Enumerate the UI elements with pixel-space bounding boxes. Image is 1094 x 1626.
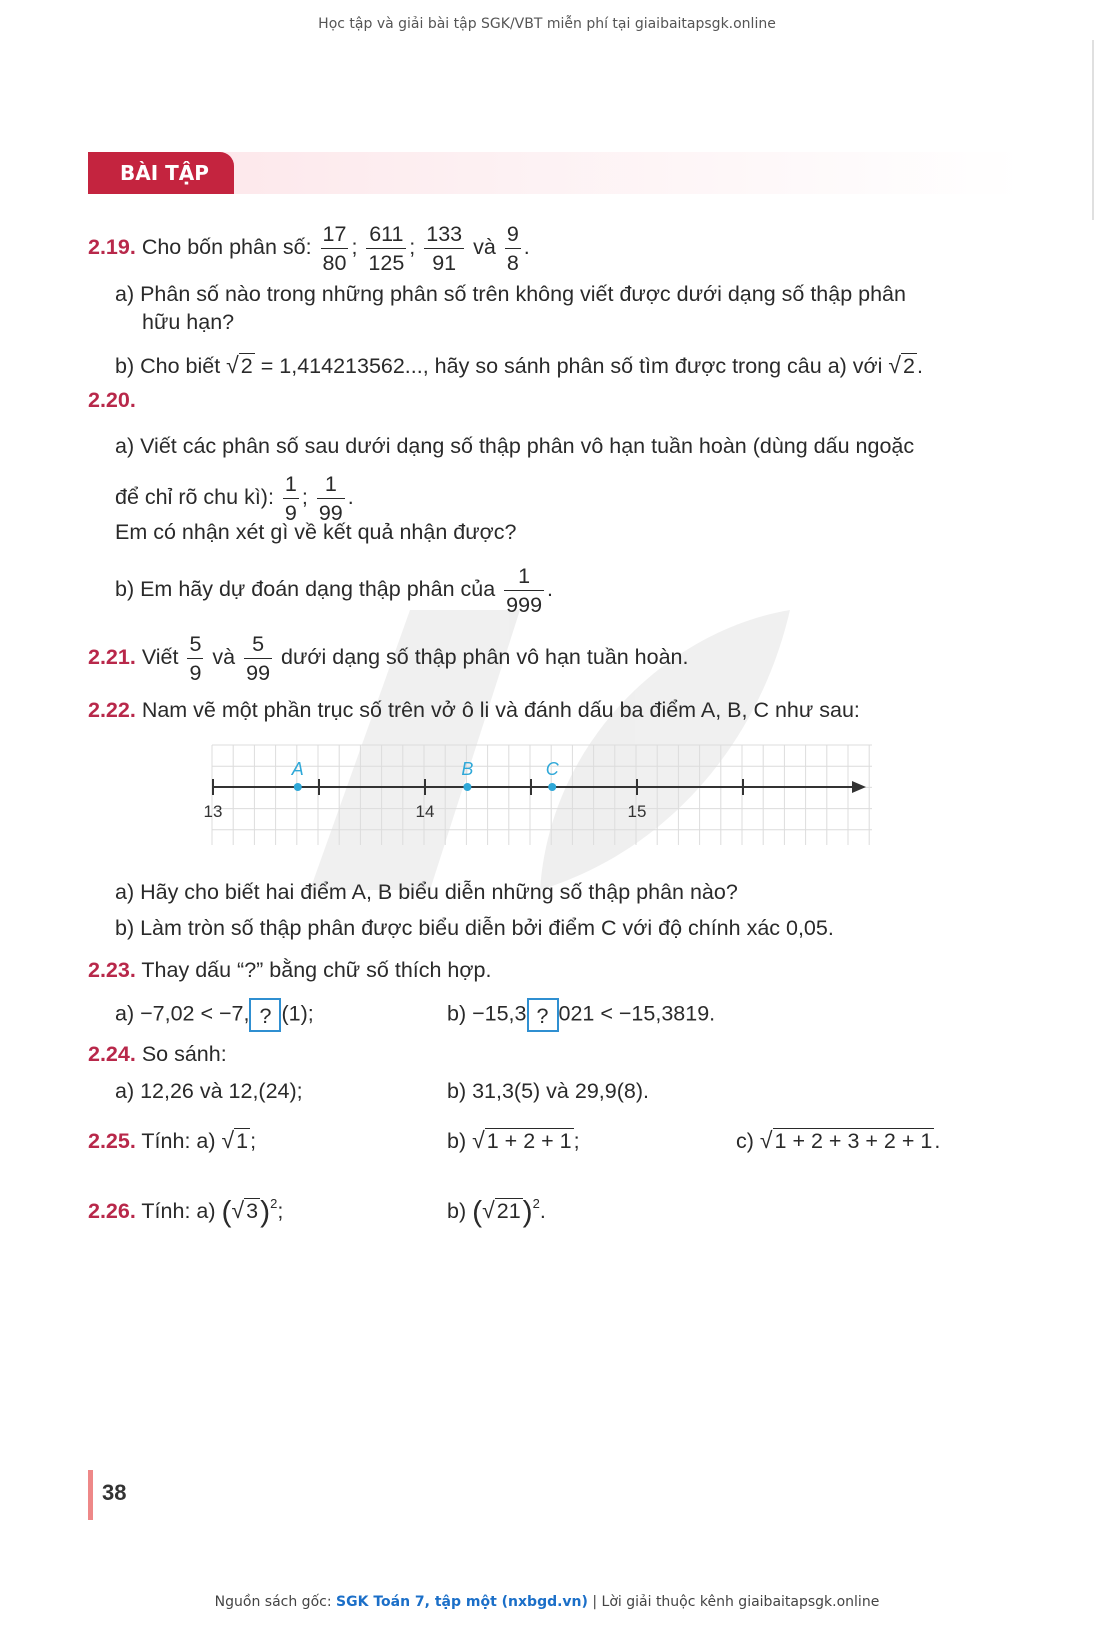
exercise-2-25-c: c) √1 + 2 + 3 + 2 + 1. xyxy=(736,1127,941,1153)
exponent: 2 xyxy=(532,1196,540,1211)
point-label: B xyxy=(461,759,474,779)
fraction xyxy=(187,630,203,687)
text: Tính: a) xyxy=(141,1129,216,1153)
top-banner: Học tập và giải bài tập SGK/VBT miễn phí tại giaibaitapsgk.online xyxy=(318,16,776,32)
point-c xyxy=(548,783,556,791)
point-label: A xyxy=(291,759,304,779)
denominator: 91 xyxy=(432,251,457,275)
exercise-2-22-line xyxy=(88,696,860,724)
square-root: √21 xyxy=(482,1197,521,1223)
axis-arrow xyxy=(852,781,866,793)
source-label: Nguồn sách gốc: xyxy=(214,1594,332,1610)
denominator: 99 xyxy=(246,661,271,685)
number-line-diagram xyxy=(203,745,882,875)
text: 021 < −15,3819. xyxy=(558,1001,716,1026)
numerator: 17 xyxy=(321,220,349,249)
exercise-2-20-a-line1: a) Viết các phân số sau dưới dạng số thập phân vô hạn tuần hoàn (dùng dấu ngoặc xyxy=(115,434,915,458)
text: So sánh: xyxy=(141,1042,227,1066)
radicand: 2 xyxy=(240,354,253,378)
exercise-2-22-b-line: b) Làm tròn số thập phân được biểu diễn bởi điểm C với độ chính xác 0,05. xyxy=(115,916,834,940)
exponent: 2 xyxy=(270,1196,278,1211)
denominator: 999 xyxy=(506,593,543,617)
text: b) xyxy=(447,1129,467,1153)
tick-label: 15 xyxy=(627,802,647,821)
bottom-banner xyxy=(0,1594,1094,1610)
text: để chỉ rõ chu kì): xyxy=(115,485,274,510)
exercise-2-19-a-line2: hữu hạn? xyxy=(142,310,235,334)
fraction xyxy=(505,220,521,277)
radicand: 1 + 2 + 3 + 2 + 1 xyxy=(774,1129,933,1153)
numerator: 1 xyxy=(504,562,544,591)
denominator: 125 xyxy=(368,251,405,275)
denominator: 9 xyxy=(284,501,297,525)
page-number: 38 xyxy=(102,1480,127,1505)
square-root: √1 xyxy=(221,1127,249,1153)
numerator: 5 xyxy=(244,630,272,659)
fraction xyxy=(366,220,406,277)
source-link[interactable]: SGK Toán 7, tập một (nxbgd.vn) xyxy=(336,1594,588,1610)
exercise-2-25-b: b) √1 + 2 + 1; xyxy=(447,1127,580,1153)
exercise-2-25-a: 2.25. Tính: a) √1; xyxy=(88,1127,257,1153)
radicand: 3 xyxy=(246,1199,259,1223)
tick-label: 14 xyxy=(415,802,435,821)
numerator: 1 xyxy=(283,470,299,499)
exercise-2-24-a: a) 12,26 và 12,(24); xyxy=(115,1079,303,1103)
numerator: 611 xyxy=(366,220,406,249)
text: b) Cho biết xyxy=(115,354,221,378)
exercise-number: 2.25. xyxy=(88,1129,136,1153)
text: c) xyxy=(736,1129,754,1153)
denominator: 9 xyxy=(189,661,202,685)
exercise-2-21-line xyxy=(88,630,688,687)
fraction xyxy=(504,562,544,619)
section-title: BÀI TẬP xyxy=(88,152,234,194)
point-a xyxy=(294,783,302,791)
square-root: √1 + 2 + 3 + 2 + 1 xyxy=(759,1127,933,1153)
radicand: 1 xyxy=(236,1129,249,1153)
exercise-text: Cho bốn phân số: xyxy=(141,235,312,260)
text: b) Em hãy dự đoán dạng thập phân của xyxy=(115,577,496,602)
conjunction: và xyxy=(212,645,236,670)
text: (1); xyxy=(281,1001,314,1026)
denominator: 8 xyxy=(506,251,519,275)
text: Nam vẽ một phần trục số trên vở ô li và đánh dấu ba điểm A, B, C như sau: xyxy=(141,698,860,722)
tick-label: 13 xyxy=(203,802,223,821)
fraction xyxy=(424,220,464,277)
numerator: 9 xyxy=(505,220,521,249)
radicand: 21 xyxy=(496,1199,521,1223)
point-label: C xyxy=(545,759,559,779)
text: b) −15,3 xyxy=(447,1001,527,1026)
question-box: ? xyxy=(527,998,559,1032)
denominator: 99 xyxy=(318,501,343,525)
exercise-2-19-b-line: b) Cho biết √2 = 1,414213562..., hãy so sánh phân số tìm được trong câu a) với √2. xyxy=(115,352,923,378)
text: b) xyxy=(447,1199,467,1223)
square-root: √3 xyxy=(231,1197,259,1223)
fraction xyxy=(321,220,349,277)
exercise-2-22-a-line: a) Hãy cho biết hai điểm A, B biểu diễn những số thập phân nào? xyxy=(115,880,738,904)
exercise-number: 2.22. xyxy=(88,698,136,722)
text: Tính: a) xyxy=(141,1199,216,1223)
question-box: ? xyxy=(249,998,281,1032)
numerator: 5 xyxy=(187,630,203,659)
text: Thay dấu “?” bằng chữ số thích hợp. xyxy=(141,958,492,982)
text: = 1,414213562..., hãy so sánh phân số tìm được trong câu a) với xyxy=(260,354,883,378)
exercise-number: 2.19. xyxy=(88,235,136,260)
exercise-2-24-line xyxy=(88,1040,227,1068)
fraction xyxy=(244,630,272,687)
numerator: 133 xyxy=(424,220,464,249)
square-root: √1 + 2 + 1 xyxy=(472,1127,572,1153)
exercise-number: 2.23. xyxy=(88,958,136,982)
point-b xyxy=(463,783,471,791)
page-number-marker xyxy=(88,1470,93,1520)
conjunction: và xyxy=(473,235,496,260)
exercise-2-23-a xyxy=(115,998,314,1032)
exercise-2-20-a-line3: Em có nhận xét gì về kết quả nhận được? xyxy=(115,520,517,544)
denominator: 80 xyxy=(322,251,347,275)
exercise-2-23-line xyxy=(88,956,491,984)
square-root: √2 xyxy=(226,352,253,378)
exercise-number: 2.21. xyxy=(88,645,136,670)
exercise-2-19-a-line1: a) Phân số nào trong những phân số trên không viết được dưới dạng số thập phân xyxy=(115,282,906,306)
exercise-number: 2.26. xyxy=(88,1199,136,1223)
exercise-2-26-b: b) $(√21)^2$. xyxy=(447,1195,546,1229)
exercise-number: 2.24. xyxy=(88,1042,136,1066)
exercise-2-23-b xyxy=(447,998,715,1032)
exercise-2-24-b: b) 31,3(5) và 29,9(8). xyxy=(447,1079,649,1103)
square-root: √2 xyxy=(888,352,915,378)
radicand: 2 xyxy=(903,354,915,378)
exercise-number: 2.20. xyxy=(88,388,136,412)
credit-text: | Lời giải thuộc kênh giaibaitapsgk.online xyxy=(592,1594,880,1610)
exercise-2-20-b-line: b) Em hãy dự đoán dạng thập phân của $\frac{1}{999}$ . xyxy=(115,564,554,617)
numerator: 1 xyxy=(317,470,345,499)
text: Viết xyxy=(141,645,179,670)
text: dưới dạng số thập phân vô hạn tuần hoàn. xyxy=(281,645,689,670)
exercise-2-19-line: 2.19. Cho bốn phân số: $\frac{17}{80}$ ; $\frac{611}{125}$ ; $\frac{133}{91}$ và $\frac{9}{8}$ . xyxy=(88,222,530,275)
text: a) −7,02 < −7, xyxy=(115,1001,250,1026)
exercise-2-20-a-line2: để chỉ rõ chu kì): $\frac{1}{9}$ ; $\frac{1}{99}$ . xyxy=(115,472,354,525)
radicand: 1 + 2 + 1 xyxy=(486,1129,572,1153)
exercise-2-26-a: 2.26. Tính: a) $(√3)^2$; xyxy=(88,1195,284,1229)
